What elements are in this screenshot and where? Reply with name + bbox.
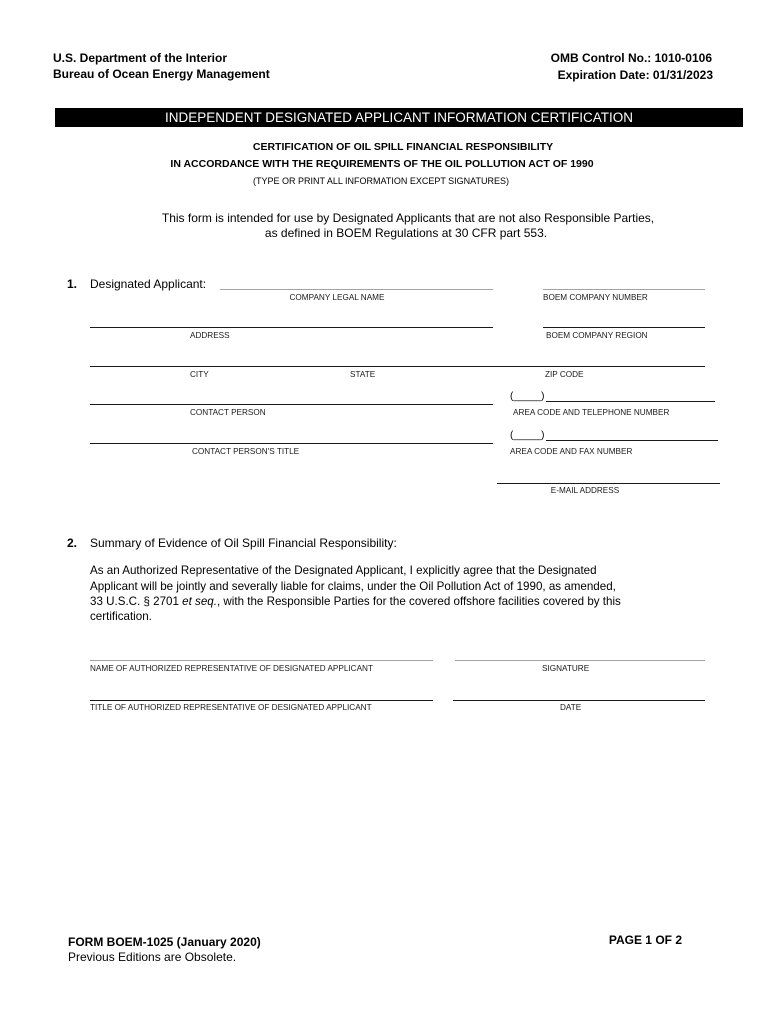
contact-person-title-field[interactable] — [90, 443, 493, 444]
contact-person-field[interactable] — [90, 404, 493, 405]
usc-citation: 33 U.S.C. § 2701 — [90, 595, 183, 608]
contact-person-label: CONTACT PERSON — [190, 408, 266, 417]
agreement-text-line-1: As an Authorized Representative of the Designated Applicant, I explicitly agree that the Designated — [90, 564, 597, 577]
zip-code-label: ZIP CODE — [545, 370, 584, 379]
signature-label: SIGNATURE — [542, 664, 590, 673]
agreement-text-line-2: Applicant will be jointly and severally liable for claims, under the Oil Pollution Act of 1990, as amended, — [90, 580, 616, 593]
fax-number-field[interactable] — [546, 440, 718, 441]
certification-heading: CERTIFICATION OF OIL SPILL FINANCIAL RESPONSIBILITY — [252, 141, 554, 153]
state-label: STATE — [350, 370, 376, 379]
agreement-text-line-3 — [90, 595, 621, 609]
fax-area-code-blank[interactable]: (_____) — [510, 430, 545, 441]
boem-company-number-label: BOEM COMPANY NUMBER — [543, 293, 648, 302]
agreement-text-line-4: certification. — [90, 610, 152, 623]
type-or-print-instruction: (TYPE OR PRINT ALL INFORMATION EXCEPT SIGNATURES) — [252, 176, 510, 186]
company-legal-name-field[interactable] — [220, 289, 493, 290]
telephone-number-field[interactable] — [546, 401, 715, 402]
section-2-title: Summary of Evidence of Oil Spill Financial Responsibility: — [90, 536, 397, 550]
bureau-name: Bureau of Ocean Energy Management — [53, 67, 270, 81]
intro-text-line-2: as defined in BOEM Regulations at 30 CFR part 553. — [264, 226, 548, 240]
boem-company-region-label: BOEM COMPANY REGION — [546, 331, 648, 340]
agency-name: U.S. Department of the Interior — [53, 51, 228, 65]
page-number: PAGE 1 OF 2 — [608, 933, 682, 947]
company-legal-name-label: COMPANY LEGAL NAME — [289, 293, 385, 302]
form-id: FORM BOEM-1025 (January 2020) — [68, 935, 261, 949]
city-label: CITY — [190, 370, 209, 379]
boem-company-number-field[interactable] — [543, 289, 705, 290]
city-state-zip-field[interactable] — [90, 366, 705, 367]
act-reference-heading: IN ACCORDANCE WITH THE REQUIREMENTS OF THE OIL POLLUTION ACT OF 1990 — [170, 158, 594, 170]
telephone-number-label: AREA CODE AND TELEPHONE NUMBER — [513, 408, 670, 417]
section-2-number: 2. — [67, 536, 78, 550]
form-title-banner — [55, 108, 743, 127]
address-label: ADDRESS — [190, 331, 230, 340]
boem-company-region-field[interactable] — [543, 327, 705, 328]
fax-number-label: AREA CODE AND FAX NUMBER — [510, 447, 633, 456]
date-label: DATE — [560, 703, 582, 712]
section-1-number: 1. — [67, 277, 78, 291]
expiration-date: Expiration Date: 01/31/2023 — [557, 68, 713, 82]
contact-person-title-label: CONTACT PERSON'S TITLE — [192, 447, 300, 456]
email-address-field[interactable] — [497, 483, 720, 484]
et-seq-italic: et seq. — [182, 595, 217, 608]
email-address-label: E-MAIL ADDRESS — [550, 486, 620, 495]
omb-control-number: OMB Control No.: 1010-0106 — [550, 51, 712, 65]
signature-field[interactable] — [455, 660, 705, 661]
intro-text-line-1: This form is intended for use by Designated Applicants that are not also Responsible Parties, — [161, 211, 655, 225]
authorized-rep-title-field[interactable] — [90, 700, 433, 701]
agreement-text-line-3-end: , with the Responsible Parties for the covered offshore facilities covered by this — [216, 595, 621, 608]
authorized-rep-title-label: TITLE OF AUTHORIZED REPRESENTATIVE OF DESIGNATED APPLICANT — [90, 703, 372, 712]
date-field[interactable] — [453, 700, 705, 701]
address-field[interactable] — [90, 327, 493, 328]
designated-applicant-label: Designated Applicant: — [90, 277, 207, 291]
obsolete-editions-note: Previous Editions are Obsolete. — [68, 950, 237, 964]
form-title: INDEPENDENT DESIGNATED APPLICANT INFORMATION CERTIFICATION — [164, 110, 634, 125]
authorized-rep-name-field[interactable] — [90, 660, 433, 661]
authorized-rep-name-label: NAME OF AUTHORIZED REPRESENTATIVE OF DESIGNATED APPLICANT — [90, 664, 373, 673]
phone-area-code-blank[interactable]: (_____) — [510, 391, 545, 402]
